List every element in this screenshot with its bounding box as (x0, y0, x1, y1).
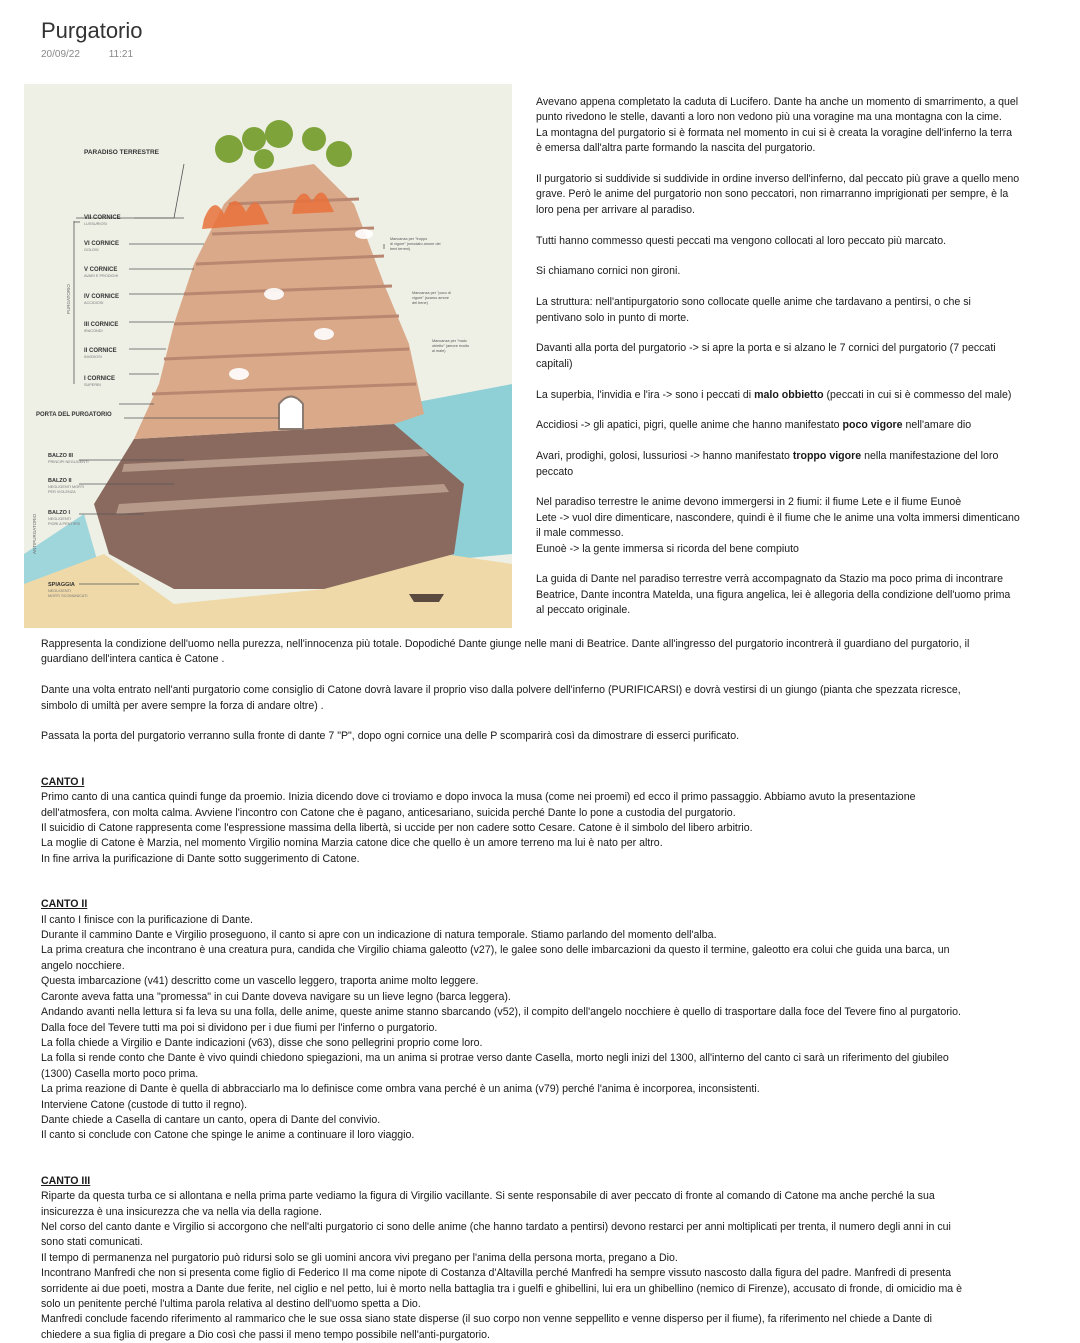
purgatorio-illustration (24, 84, 512, 628)
right-paragraph (536, 264, 1072, 279)
right-paragraph (536, 341, 1072, 372)
label-balzo-2: BALZO II (48, 478, 72, 484)
label-porta: PORTA DEL PURGATORIO (36, 412, 112, 418)
note-malo-1: Mancanza per "malo (432, 339, 467, 343)
canto-body (41, 913, 1071, 1144)
label-spiaggia-sub2: MORTI SCOMUNICATI (48, 594, 88, 598)
label-balzo-3-sub: PRINCIPI NEGLIGENTI (48, 460, 89, 464)
note-malo-3: al male) (432, 349, 446, 353)
text-line: il male commesso. (536, 527, 624, 540)
malo-post: (peccati in cui si è commesso del male) (823, 388, 1012, 401)
text-line: Caronte aveva fatta una "promessa" in cui Dante doveva navigare su un lieve legno (barca leggera). (41, 990, 511, 1003)
text-line: Si chiamano cornici non gironi. (536, 265, 681, 278)
label-spiaggia: SPIAGGIA (48, 582, 75, 588)
text-line: Passata la porta del purgatorio verranno sulla fronte di dante 7 "P", dopo ogni cornice una delle P scomparirà così da dimostrare di esserci purificato. (41, 730, 740, 743)
right-paragraphs-2 (536, 495, 1072, 618)
canto-title: CANTO I (41, 775, 85, 788)
text-line: guardiano dell'intera cantica è Catone . (41, 653, 225, 666)
text-line: insicurezza è una insicurezza che va nella via della ragione. (41, 1205, 322, 1218)
note-time: 11:21 (108, 49, 134, 60)
text-line: Il purgatorio si suddivide si suddivide in ordine inverso dell'inferno, dal peccato più grave a quello meno (536, 173, 1020, 186)
text-line: La montagna del purgatorio si è formata nel momento in cui si è creata la voragine dell'inferno la terra (536, 126, 1013, 139)
canto-body (41, 790, 1071, 867)
text-line: Primo canto di una cantica quindi funge da proemio. Inizia dicendo dove ci troviamo e dopo invoca la musa (come nei proemi) ed ecco il primo passaggio. Abbiamo avuto la presentazione (41, 791, 916, 804)
note-troppo-1: Mancanza per "troppo (390, 237, 428, 241)
canto-body (41, 1189, 1071, 1343)
label-cornice-3-sub: IRACONDI (84, 329, 103, 333)
label-cornice-5: V CORNICE (84, 267, 118, 273)
body-paragraph (41, 729, 1071, 744)
text-line: angelo nocchiere. (41, 959, 125, 972)
text-line: Nel paradiso terrestre le anime devono immergersi in 2 fiumi: il fiume Lete e il fiume Eunoè (536, 496, 962, 509)
label-cornice-5-sub: AVARI E PRODIGHI (84, 274, 119, 278)
text-line: Il tempo di permanenza nel purgatorio può ridursi solo se gli uomini ancora vivi pregano per l'anima della persona morta, pregano a Dio. (41, 1251, 678, 1264)
troppo-line2: peccato (536, 465, 574, 478)
text-line: Manfredi conclude facendo riferimento al rammarico che le sue ossa siano state disperse (il suo corpo non venne seppellito e venne disperso per il fiume), fa riferimento nel chiede a Dante di (41, 1313, 932, 1326)
label-cornice-4: IV CORNICE (84, 294, 120, 300)
canto-section (41, 775, 1071, 867)
text-line: capitali) (536, 357, 573, 370)
right-paragraph (536, 95, 1072, 157)
troppo-bold: troppo vigore (792, 450, 862, 463)
note-malo-2: obietto" (amore rivolto (432, 344, 470, 348)
text-line: Dante una volta entrato nell'anti purgatorio come consiglio di Catone dovrà lavare il proprio viso dalla polvere dell'inferno (PURIFICARSI) e dovrà vestirsi di un giungo (pianta che spezzata ricresce, (41, 684, 961, 697)
text-line: Questa imbarcazione (v41) descritto come un vascello leggero, traporta anime molto leggere. (41, 975, 479, 988)
text-line: loro pena per arrivare al paradiso. (536, 203, 695, 216)
paragraph-troppo-vigore (536, 449, 1072, 480)
purgatory-gate (279, 397, 303, 430)
text-line: Durante il cammino Dante e Virgilio proseguono, il canto si apre con un indicazione di natura temporale. Stiamo parlando del momento dell'alba. (41, 929, 717, 942)
text-line: al peccato originale. (536, 604, 631, 617)
malo-bold: malo obbietto (754, 388, 824, 401)
label-cornice-4-sub: ACCIDIOSI (84, 301, 104, 305)
text-line: Dalla foce del Tevere tutti ma poi si dividono per i due fiumi per l'inferno o purgatorio. (41, 1021, 438, 1034)
text-line: La prima reazione di Dante è quella di abbracciarlo ma lo definisce come ombra vana perché è un anima (v79) perché l'anima è incorporea, inconsistenti. (41, 1083, 760, 1096)
label-cornice-7-sub: LUSSURIOSI (84, 222, 107, 226)
text-line: Lete -> vuol dire dimenticare, nascondere, quindi è il fiume che le anime una volta immersi dimenticano (536, 511, 1020, 524)
label-balzo-2-sub: NEGLIGENTI MORTI (48, 485, 85, 489)
label-balzo-1-sub2: PIGRI A PENTIRSI (48, 522, 81, 526)
text-line: Tutti hanno commesso questi peccati ma vengono collocati al loro peccato più marcato. (536, 234, 947, 247)
canto-section (41, 1174, 1071, 1343)
note-troppo-3: beni terreni) (390, 247, 411, 251)
text-line: Beatrice, Dante incontra Matelda, una figura angelica, lei è allegoria della condizione dell'uomo prima (536, 588, 1011, 601)
text-line: La prima creatura che incontrano è una creatura pura, candida che Virgilio chiama galeotto (v27), le galee sono delle imbarcazioni da questo il termine, galeotto era colui che guida una barca, un (41, 944, 950, 957)
text-line: Andando avanti nella lettura si fa leva su una folla, delle anime, queste anime stanno sbarcando (v52), il compito dell'angelo nocchiere è quello di trasportare dalla foce del Tevere fino al purgatorio. (41, 1006, 961, 1019)
text-line: Il canto I finisce con la purificazione di Dante. (41, 913, 253, 926)
label-cornice-1-sub: SUPERBI (84, 383, 101, 387)
note-poco-2: vigore" (scarso amore (412, 296, 450, 300)
text-line: grave. Però le anime del purgatorio non sono peccatori, non rimarranno imprigionati per sempre, è la (536, 188, 1009, 201)
label-cornice-7: VII CORNICE (84, 215, 121, 221)
text-line: sono stati comunicati. (41, 1236, 143, 1249)
text-line: Dante chiede a Casella di cantare un canto, opera di Dante del convivio. (41, 1113, 381, 1126)
label-cornice-6: VI CORNICE (84, 241, 120, 247)
poco-bold: poco vigore (842, 419, 903, 432)
text-line: (1300) Casella morto poco prima. (41, 1067, 199, 1080)
text-line: Incontrano Manfredi che non si presenta come figlio di Federico II ma come nipote di Costanza d'Altavilla perché Manfredi ha sempre vissuto nascosto dalla figura del padre. Manfredi di presenta (41, 1267, 952, 1280)
label-cornice-6-sub: GOLOSI (84, 248, 99, 252)
text-line: Nel corso del canto dante e Virgilio si accorgono che nell'alti purgatorio ci sono delle anime (che hanno tardato a pentirsi) devono restarci per anni moltiplicati per trenta, il numero degli anni in cui (41, 1220, 951, 1233)
text-line: La folla si rende conto che Dante è vivo quindi chiedono spiegazioni, ma un anima si protrae verso dante Casella, morto negli inizi del 1300, all'interno del canto ci sarà un riferimento del giubileo (41, 1052, 949, 1065)
text-line: Eunoè -> la gente immersa si ricorda del bene compiuto (536, 542, 799, 555)
text-line: è emersa dall'altra parte formando la nascita del purgatorio. (536, 142, 816, 155)
text-line: Riparte da questa turba ce si allontana e nella prima parte vediamo la figura di Virgilio vacillante. Si sente responsabile di aver peccato di fronte al comando di Catone ma anche perché la sua (41, 1190, 935, 1203)
text-line: solo un penitente perché l'ultima parola relativa al destino dell'uomo spetta a Dio. (41, 1298, 421, 1310)
full-width-body (41, 637, 1071, 1343)
intro-paragraphs (41, 637, 1071, 745)
body-paragraph (41, 637, 1071, 668)
label-cornice-3: III CORNICE (84, 322, 119, 328)
body-paragraph (41, 683, 1071, 714)
label-cornice-2: II CORNICE (84, 348, 117, 354)
right-column (536, 95, 1072, 634)
label-balzo-1: BALZO I (48, 510, 70, 516)
boat (409, 594, 444, 602)
text-line: Rappresenta la condizione dell'uomo nella purezza, nell'innocenza più totale. Dopodiché Dante giunge nelle mani di Beatrice. Dante all'ingresso del purgatorio incontrerà il guardiano del purgatorio, il (41, 638, 970, 650)
right-paragraph (536, 295, 1072, 326)
text-line: La moglie di Catone è Marzia, nel momento Virgilio nomina Marzia catone dice che quello è un amore terreno ma lui è nato per altro. (41, 837, 663, 850)
paragraph-poco-vigore (536, 418, 1072, 433)
note-meta (41, 49, 159, 60)
note-poco-3: del bene) (412, 301, 428, 305)
canto-title: CANTO II (41, 898, 88, 911)
label-cornice-2-sub: INVIDIOSI (84, 355, 102, 359)
text-line: Interviene Catone (custode di tutto il regno). (41, 1098, 248, 1111)
text-line: Avevano appena completato la caduta di Lucifero. Dante ha anche un momento di smarrimento, a quel (536, 96, 1019, 108)
text-line: chiedere a sua figlia di pregare a Dio così che passi il meno tempo possibile nell'anti-purgatorio. (41, 1328, 490, 1341)
malo-pre: La superbia, l'invidia e l'ira -> sono i peccati di (536, 388, 755, 401)
label-balzo-1-sub: NEGLIGENTI (48, 517, 71, 521)
label-spiaggia-sub: NEGLIGENTI (48, 589, 71, 593)
right-paragraph (536, 495, 1072, 557)
troppo-post: nella manifestazione del loro (861, 450, 999, 463)
note-date: 20/09/22 (41, 49, 80, 60)
label-balzo-3: BALZO III (48, 453, 74, 459)
text-line: simbolo di umiltà per avere sempre la forza di andare oltre) . (41, 699, 324, 712)
note-poco-1: Mancanza per "poco di (412, 291, 451, 295)
text-line: Davanti alla porta del purgatorio -> si apre la porta e si alzano le 7 cornici del purgatorio (7 peccati (536, 342, 996, 355)
poco-post: nell'amare dio (902, 419, 972, 432)
page-title: Purgatorio (41, 18, 143, 43)
right-paragraph (536, 572, 1072, 618)
right-paragraphs (536, 95, 1072, 372)
canti-sections (41, 775, 1071, 1343)
text-line: In fine arriva la purificazione di Dante sotto suggerimento di Catone. (41, 852, 360, 865)
text-line: punto rivedono le stelle, davanti a loro non vedono più una voragine ma una montagna con la cime. (536, 111, 1002, 124)
label-balzo-2-sub2: PER VIOLENZA (48, 490, 76, 494)
text-line: Il canto si conclude con Catone che spinge le anime a continuare il loro viaggio. (41, 1129, 415, 1142)
text-line: dell'atmosfera, con molta calma. Avviene l'incontro con Catone che è pagano, anticesariano, suicida perché Dante lo pone a custodia del purgatorio. (41, 806, 736, 819)
right-paragraph (536, 172, 1072, 218)
text-line: La guida di Dante nel paradiso terrestre verrà accompagnato da Stazio ma poco prima di incontrare (536, 573, 1003, 586)
paragraph-malo-obbietto (536, 388, 1072, 403)
label-vertical-antipurgatorio: ANTIPURGATORIO (32, 513, 37, 554)
label-cornice-1: I CORNICE (84, 376, 116, 382)
right-paragraph (536, 234, 1072, 249)
troppo-pre: Avari, prodighi, golosi, lussuriosi -> hanno manifestato (536, 450, 793, 463)
label-vertical-purgatorio: PURGATORIO (66, 284, 71, 314)
text-line: La folla chiede a Virgilio e Dante indicazioni (v63), disse che sono pellegrini proprio come loro. (41, 1036, 483, 1049)
label-paradiso-terrestre: PARADISO TERRESTRE (84, 149, 159, 156)
note-troppo-2: di vigore" (smodato amore dei (390, 242, 441, 246)
text-line: pentivano solo in punto di morte. (536, 311, 690, 324)
canto-title: CANTO III (41, 1174, 91, 1187)
poco-pre: Accidiosi -> gli apatici, pigri, quelle anime che hanno manifestato (536, 419, 843, 432)
canto-section (41, 897, 1071, 1144)
text-line: sorridente ai due poeti, mostra a Dante due ferite, nel ciglio e nel petto, lui è morto nella battaglia tra i guelfi e ghibellini, lui era un ghibellino (nemico di Firenze), accusato di fronde, di omicidio ma è (41, 1282, 962, 1295)
text-line: La struttura: nell'antipurgatorio sono collocate quelle anime che tardavano a pentirsi, o che si (536, 296, 971, 309)
text-line: Il suicidio di Catone rappresenta come l'espressione massima della libertà, si uccide per non cadere sotto Cesare. Catone è il simbolo del libero arbitrio. (41, 822, 753, 835)
